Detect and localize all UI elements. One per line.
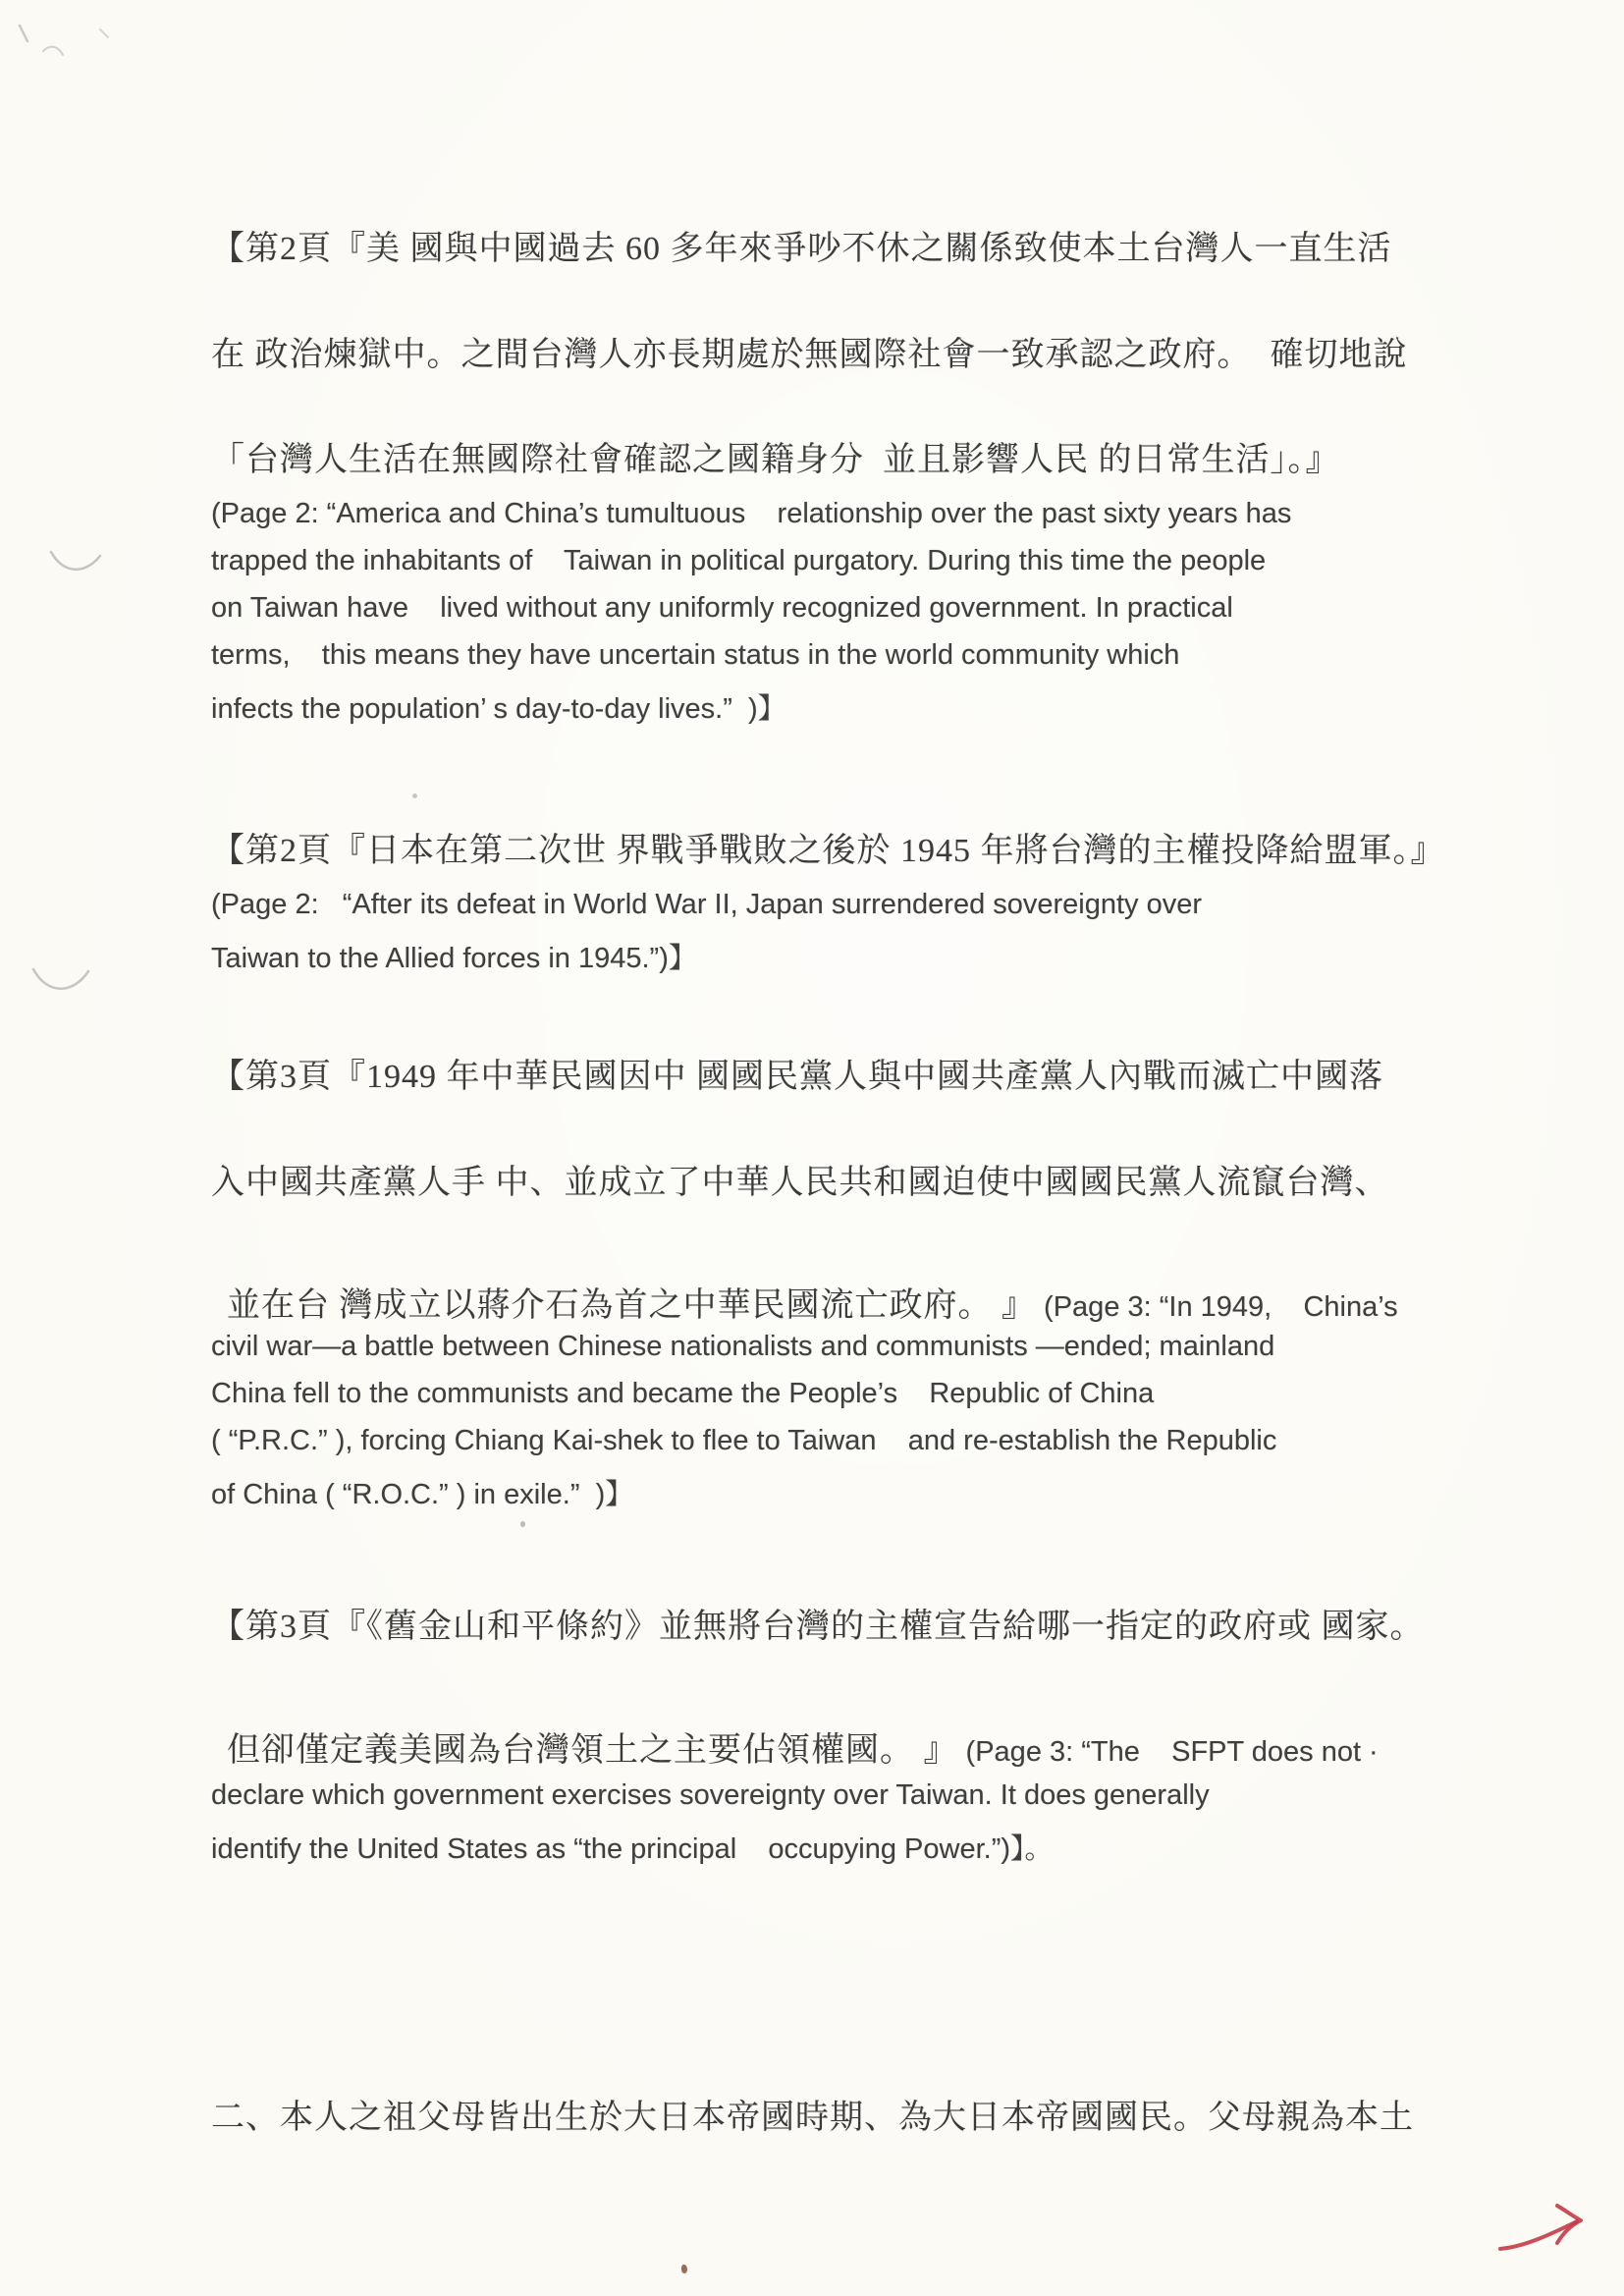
margin-curve-mark-2	[29, 957, 94, 1001]
quote1-zh-line1: 【第2頁『美 國與中國過去 60 多年來爭吵不休之關係致使本土台灣人一直生活	[211, 231, 1392, 267]
quote3-en-line3: ( “P.R.C.” ), forcing Chiang Kai-shek to flee to Taiwan and re-establish the Republic	[211, 1425, 1277, 1456]
quote2-zh-line1: 【第2頁『日本在第二次世 界戰爭戰敗之後於 1945 年將台灣的主權投降給盟軍。』	[211, 833, 1445, 869]
quote4-en-line2: identify the United States as “the principal occupying Power.”)】。	[211, 1833, 1054, 1865]
quote1-zh-line2: 在 政治煉獄中。之間台灣人亦長期處於無國際社會一致承認之政府。 確切地說	[211, 337, 1408, 373]
quote1-en-line5: infects the population’ s day-to-day lives.” )】	[211, 693, 786, 725]
quote2-en-line2: Taiwan to the Allied forces in 1945.”)】	[211, 943, 697, 974]
quote4-mixed-en: (Page 3: “The SFPT does not ·	[957, 1736, 1379, 1768]
quote4-mixed-zh: 但卻僅定義美國為台灣領土之主要佔領權國。 』	[227, 1732, 958, 1769]
quote1-en-line3: on Taiwan have lived without any uniformly recognized government. In practical	[211, 592, 1233, 624]
quote3-en-line1: civil war—a battle between Chinese nationalists and communists —ended; mainland	[211, 1331, 1275, 1362]
quote3-mixed-zh: 並在台 灣成立以蔣介石為首之中華民國流亡政府。 』	[227, 1287, 1036, 1324]
quote1-en-line4: terms, this means they have uncertain status in the world community which	[211, 639, 1180, 671]
quote1-zh-line3: 「台灣人生活在無國際社會確認之國籍身分 並且影響人民 的日常生活」。』	[211, 442, 1340, 478]
quote4-zh-line1: 【第3頁『《舊金山和平條約》並無將台灣的主權宣告給哪一指定的政府或 國家。	[211, 1609, 1425, 1645]
item2-zh-line1: 二、本人之祖父母皆出生於大日本帝國時期、為大日本帝國國民。父母親為本土	[211, 2100, 1414, 2136]
quote2-en-line1: (Page 2: “After its defeat in World War II, Japan surrendered sovereignty over	[211, 889, 1203, 920]
quote4-mixed-line	[211, 1705, 1379, 1788]
speck-mark-small	[412, 793, 417, 798]
quote1-en-line2: trapped the inhabitants of Taiwan in political purgatory. During this time the people	[211, 545, 1267, 576]
red-arrow-icon	[1494, 2198, 1602, 2269]
quote3-en-line2: China fell to the communists and became the People’s Republic of China	[211, 1378, 1155, 1409]
quote4-en-line1: declare which government exercises sovereignty over Taiwan. It does generally	[211, 1779, 1210, 1811]
quote3-zh-line2: 入中國共產黨人手 中、並成立了中華人民共和國迫使中國國民黨人流竄台灣、	[211, 1165, 1389, 1201]
quote3-zh-line1: 【第3頁『1949 年中華民國因中 國國民黨人與中國共產黨人內戰而滅亡中國落	[211, 1059, 1383, 1095]
quote1-en-line1: (Page 2: “America and China’s tumultuous relationship over the past sixty years has	[211, 498, 1292, 529]
speck-mark-bottom	[681, 2265, 687, 2273]
quote3-en-line4: of China ( “R.O.C.” ) in exile.” )】	[211, 1479, 634, 1510]
margin-curve-mark-1	[47, 542, 106, 581]
pencil-scribble-mark	[14, 12, 122, 71]
speck-mark-mid	[520, 1521, 525, 1527]
quote3-mixed-en: (Page 3: “In 1949, China’s	[1036, 1291, 1398, 1323]
